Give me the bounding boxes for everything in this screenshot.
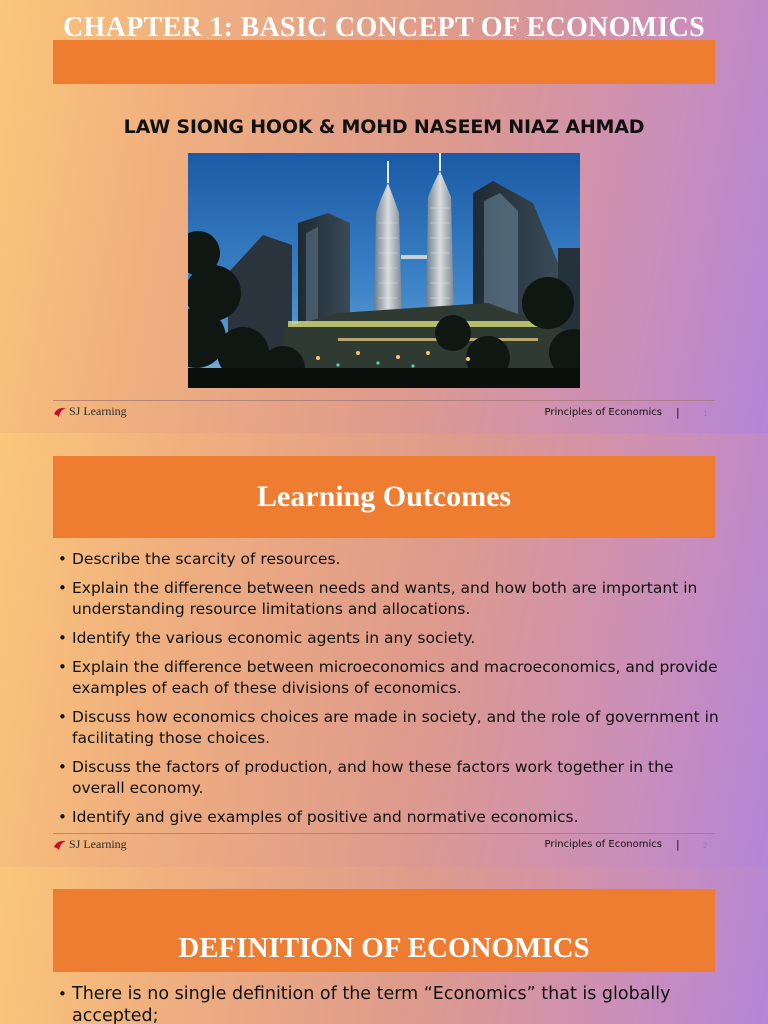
bullet-icon: • — [58, 658, 67, 676]
title-bar — [53, 40, 715, 84]
bullet-icon: • — [58, 550, 67, 568]
list-item — [58, 707, 728, 749]
bullet-text: Discuss how economics choices are made in society, and the role of government in facilitating those choices. — [72, 708, 719, 747]
list-item — [58, 628, 728, 649]
bullet-text: Explain the difference between needs and wants, and how both are important in understanding resource limitations and allocations. — [72, 579, 698, 618]
slide-learning-outcomes — [0, 433, 768, 867]
skyline-photo — [188, 153, 580, 388]
footer-divider — [53, 833, 715, 834]
definition-list — [58, 983, 728, 1024]
bullet-icon: • — [58, 758, 67, 776]
bullet-text: There is no single definition of the term “Economics” that is globally accepted; — [72, 984, 671, 1024]
footer-logo-text: SJ Learning — [69, 404, 127, 418]
bullet-text: Identify the various economic agents in any society. — [72, 629, 476, 647]
sj-learning-logo-icon — [53, 839, 67, 851]
bullet-text: Discuss the factors of production, and how these factors work together in the overall economy. — [72, 758, 674, 797]
footer-course: Principles of Economics — [544, 407, 662, 418]
bullet-icon: • — [58, 708, 67, 726]
footer-logo-text: SJ Learning — [69, 837, 127, 851]
title-bar — [53, 889, 715, 972]
footer-separator: | — [676, 838, 680, 851]
footer-divider — [53, 400, 715, 401]
chapter-title: CHAPTER 1: BASIC CONCEPT OF ECONOMICS — [63, 12, 705, 43]
bullet-icon: • — [58, 629, 67, 647]
list-item — [58, 549, 728, 570]
list-item — [58, 757, 728, 799]
authors: LAW SIONG HOOK & MOHD NASEEM NIAZ AHMAD — [123, 116, 645, 138]
page-number: 2 — [703, 842, 708, 850]
bullet-text: Describe the scarcity of resources. — [72, 550, 341, 568]
page-number: 1 — [703, 410, 708, 418]
slide-title: Learning Outcomes — [256, 480, 512, 513]
sj-learning-logo-icon — [53, 406, 67, 418]
slide-title: DEFINITION OF ECONOMICS — [178, 932, 590, 964]
title-bar — [53, 456, 715, 538]
footer-logo — [53, 837, 127, 852]
slide-definition — [0, 867, 768, 1024]
bullet-icon: • — [58, 985, 67, 1003]
list-item — [58, 578, 728, 620]
petronas-towers-image — [188, 153, 580, 388]
list-item — [58, 983, 728, 1024]
bullet-text: Explain the difference between microeconomics and macroeconomics, and provide examples of each of these divisions of economics. — [72, 658, 718, 697]
footer-separator: | — [676, 406, 680, 419]
footer-course: Principles of Economics — [544, 839, 662, 850]
outcomes-list — [58, 549, 728, 836]
bullet-icon: • — [58, 579, 67, 597]
footer-logo — [53, 404, 127, 419]
bullet-icon: • — [58, 808, 67, 826]
slide-title — [0, 0, 768, 433]
list-item — [58, 807, 728, 828]
list-item — [58, 657, 728, 699]
bullet-text: Identify and give examples of positive and normative economics. — [72, 808, 579, 826]
